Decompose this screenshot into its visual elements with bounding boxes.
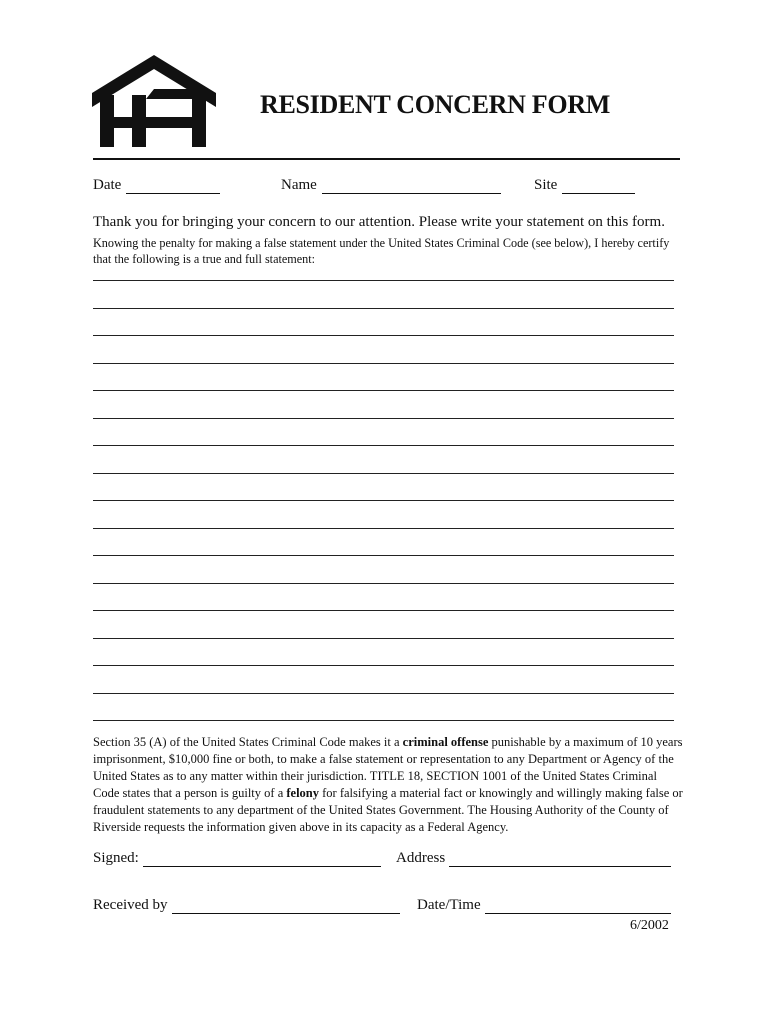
datetime-field	[417, 897, 671, 914]
certification-text: Knowing the penalty for making a false statement under the United States Criminal Code (see below), I hereby certify that the following is a true and full statement:	[93, 236, 670, 266]
received-by-label: Received by	[93, 897, 168, 913]
legal-text-2: punishable by a maximum of 10 years imprisonment, $10,000 fine or both, to make a false statement or representation to any Department or Agency of the United States as to any matter within their jurisdiction. TITLE 18, SECTION 1001 of the United States Criminal Code states that a person is guilty of a	[93, 735, 683, 800]
site-field	[534, 177, 635, 194]
received-by-field	[93, 897, 400, 914]
statement-line[interactable]	[93, 280, 674, 281]
datetime-blank[interactable]	[485, 899, 671, 914]
statement-line[interactable]	[93, 638, 674, 639]
address-field	[396, 850, 671, 867]
statement-line[interactable]	[93, 308, 674, 309]
legal-emphasis-felony: felony	[286, 786, 320, 800]
address-blank[interactable]	[449, 852, 671, 867]
form-version: 6/2002	[630, 918, 669, 933]
intro-text: Thank you for bringing your concern to our attention. Please write your statement on this form.	[93, 214, 665, 230]
statement-line[interactable]	[93, 363, 674, 364]
statement-line[interactable]	[93, 335, 674, 336]
housing-authority-logo	[92, 55, 216, 147]
statement-line[interactable]	[93, 445, 674, 446]
statement-line[interactable]	[93, 610, 674, 611]
date-field	[93, 177, 220, 194]
statement-line[interactable]	[93, 555, 674, 556]
legal-emphasis-criminal-offense: criminal offense	[402, 735, 489, 749]
statement-line[interactable]	[93, 473, 674, 474]
statement-line[interactable]	[93, 720, 674, 721]
name-blank[interactable]	[322, 179, 501, 194]
statement-line[interactable]	[93, 390, 674, 391]
statement-line[interactable]	[93, 665, 674, 666]
date-label: Date	[93, 177, 122, 193]
legal-notice	[93, 734, 683, 836]
date-blank[interactable]	[126, 179, 220, 194]
signed-blank[interactable]	[143, 852, 381, 867]
statement-line[interactable]	[93, 583, 674, 584]
statement-line[interactable]	[93, 500, 674, 501]
received-by-blank[interactable]	[172, 899, 400, 914]
form-title: RESIDENT CONCERN FORM	[260, 90, 611, 119]
signed-label: Signed:	[93, 850, 139, 866]
name-field	[281, 177, 501, 194]
statement-line[interactable]	[93, 528, 674, 529]
site-label: Site	[534, 177, 558, 193]
site-blank[interactable]	[562, 179, 635, 194]
name-label: Name	[281, 177, 317, 193]
address-label: Address	[396, 850, 446, 866]
header-divider	[93, 158, 680, 160]
statement-line[interactable]	[93, 693, 674, 694]
datetime-label: Date/Time	[417, 897, 481, 913]
signed-field	[93, 850, 381, 867]
legal-text-3: for falsifying a material fact or knowingly and willingly making false or fraudulent statements to any department of the United States Government. The Housing Authority of the County of Riverside requests the information given above in its capacity as a Federal Agency.	[93, 786, 683, 834]
statement-line[interactable]	[93, 418, 674, 419]
legal-text-1: Section 35 (A) of the United States Criminal Code makes it a	[93, 735, 403, 749]
